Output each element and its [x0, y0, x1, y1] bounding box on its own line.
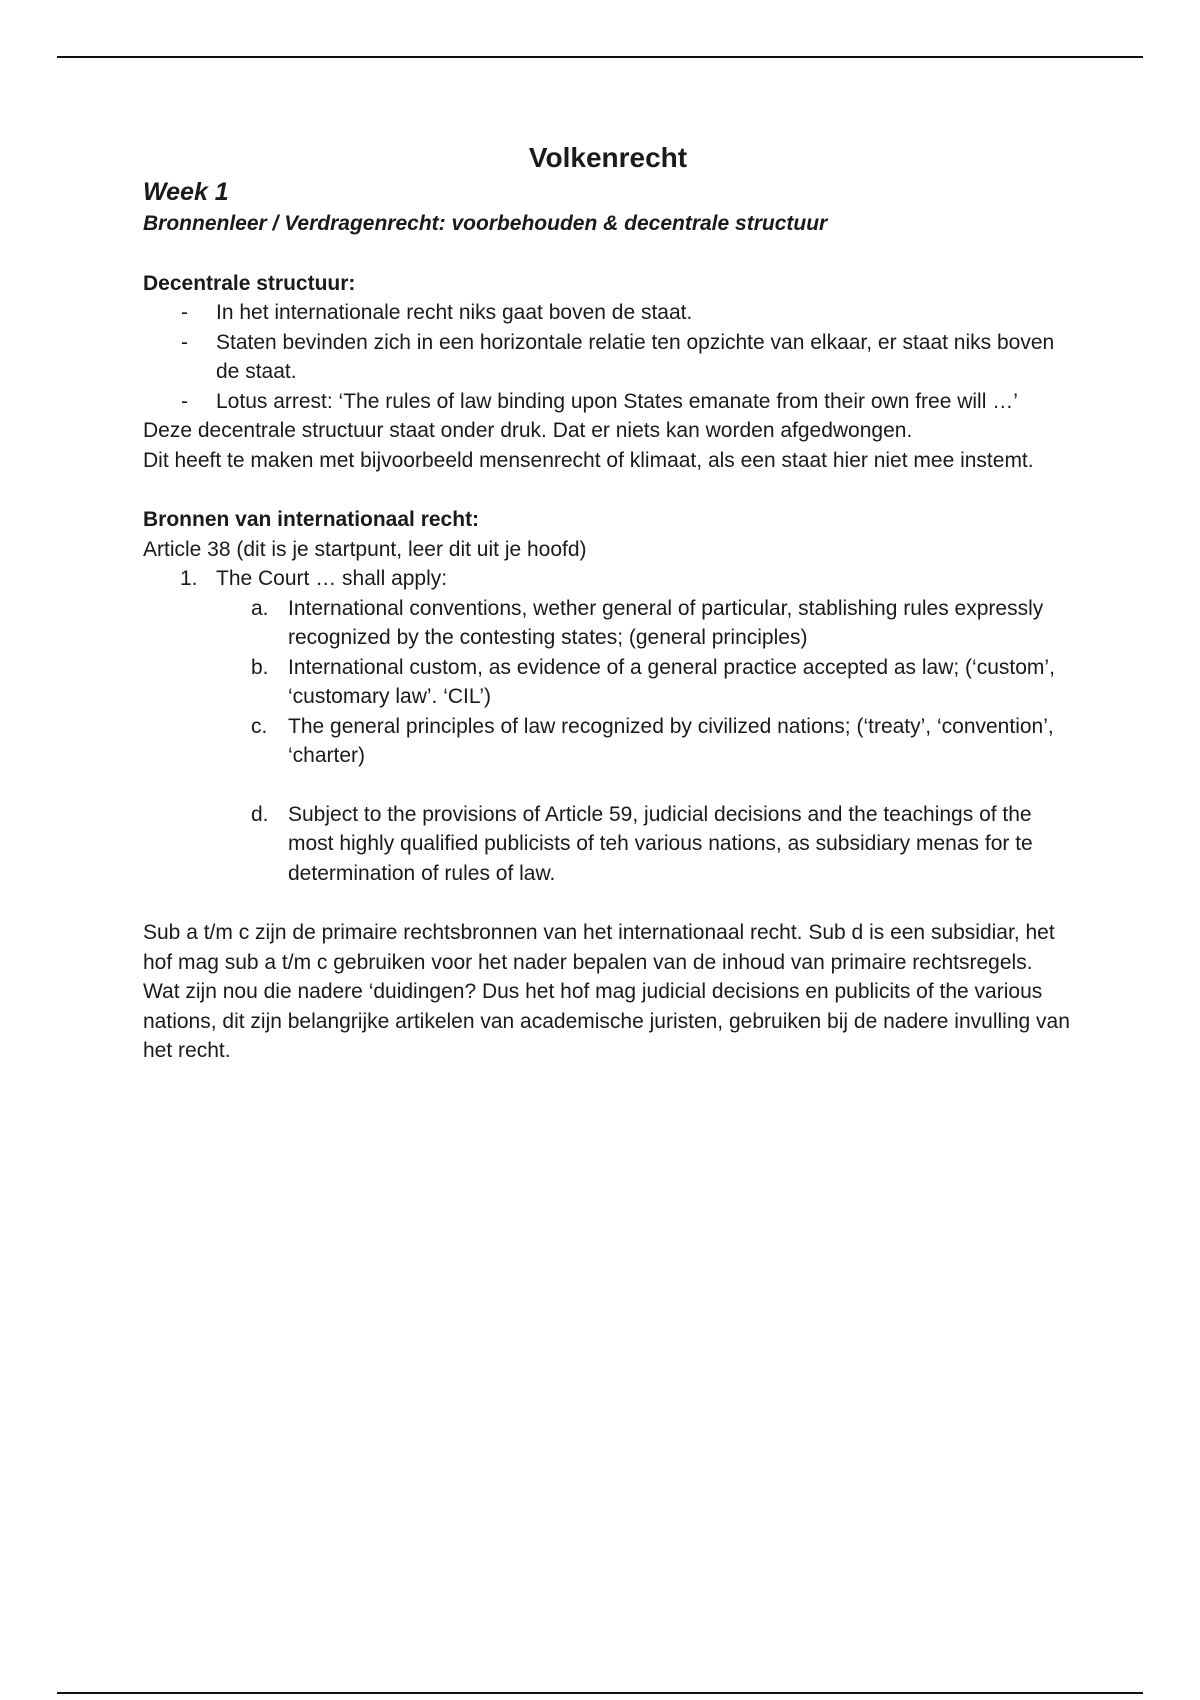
- list-item: [143, 594, 1073, 653]
- letter-marker: a.: [251, 596, 269, 620]
- number-marker: 1.: [180, 567, 198, 590]
- list-item-text: In het internationale recht niks gaat boven de staat.: [216, 301, 693, 324]
- list-item: [143, 298, 1073, 328]
- list-item-text: The general principles of law recognized by civilized nations; (‘treaty’, ‘convention’, ‘charter): [288, 714, 1054, 767]
- week-subtitle: Bronnenleer / Verdragenrecht: voorbehouden & decentrale structuur: [143, 212, 828, 235]
- list-item: [143, 712, 1073, 771]
- section-heading-bronnen: Bronnen van internationaal recht:: [143, 508, 480, 531]
- letter-marker: d.: [251, 802, 269, 826]
- list-item-text: International custom, as evidence of a general practice accepted as law; (‘custom’, ‘customary law’. ‘CIL’): [288, 655, 1055, 708]
- document-title: Volkenrecht: [528, 142, 688, 173]
- numbered-item-text: The Court … shall apply:: [216, 567, 448, 590]
- article-38-sublist: [143, 594, 1073, 889]
- section-heading-decentrale-structuur: Decentrale structuur:: [143, 271, 356, 295]
- letter-marker: c.: [251, 714, 268, 738]
- bullet-dash: -: [181, 330, 188, 354]
- top-rule: [57, 56, 1143, 58]
- bullet-dash: -: [181, 389, 188, 413]
- decentrale-structuur-list: [143, 298, 1073, 416]
- bullet-dash: -: [181, 301, 188, 324]
- numbered-item: [143, 564, 1073, 594]
- letter-marker: b.: [251, 655, 269, 679]
- list-item-text: Staten bevinden zich in een horizontale relatie ten opzichte van elkaar, er staat niks boven de staat.: [216, 330, 1055, 383]
- list-item: [143, 653, 1073, 712]
- week-heading: Week 1: [143, 178, 229, 206]
- list-item-text: Subject to the provisions of Article 59, judicial decisions and the teachings of the most highly qualified publicists of teh various nations, as subsidiary menas for te determination of rules of law.: [288, 802, 1033, 885]
- list-item: [143, 387, 1073, 417]
- list-item: [143, 800, 1073, 889]
- paragraph: Deze decentrale structuur staat onder druk. Dat er niets kan worden afgedwongen.: [143, 419, 913, 442]
- paragraph: Dit heeft te maken met bijvoorbeeld mensenrecht of klimaat, als een staat hier niet mee instemt.: [143, 448, 1034, 472]
- list-item-text: Lotus arrest: ‘The rules of law binding upon States emanate from their own free will …’: [216, 389, 1018, 413]
- bottom-rule: [57, 1692, 1143, 1694]
- article-intro: Article 38 (dit is je startpunt, leer dit uit je hoofd): [143, 537, 587, 561]
- list-item-text: International conventions, wether general of particular, stablishing rules expressly recognized by the contesting states; (general principles): [288, 596, 1044, 649]
- document-page: [143, 140, 1073, 1066]
- closing-paragraph: Sub a t/m c zijn de primaire rechtsbronnen van het internationaal recht. Sub d is een subsidiar, het hof mag sub a t/m c gebruiken voor het nader bepalen van de inhoud van primaire rechtsregels. Wat zijn nou die nadere ‘duidingen? Dus het hof mag judicial decisions en publicits of the various nations, dit zijn belangrijke artikelen van academische juristen, gebruiken bij de nadere invulling van het recht.: [143, 921, 1070, 1062]
- list-item: [143, 328, 1073, 387]
